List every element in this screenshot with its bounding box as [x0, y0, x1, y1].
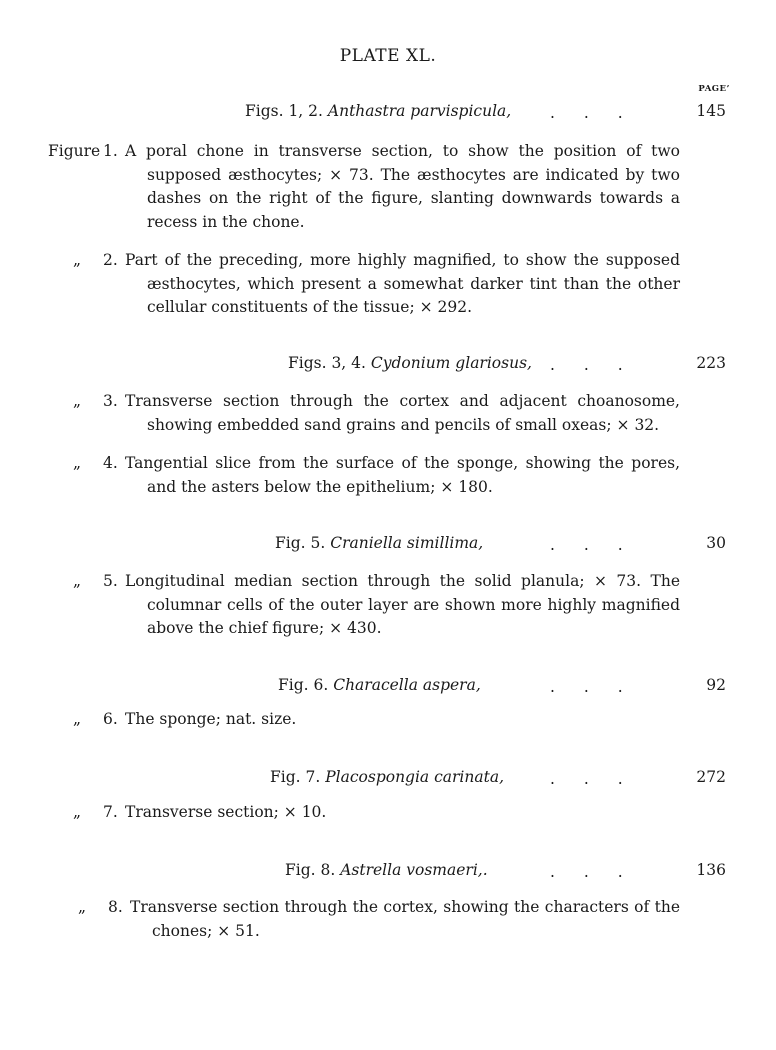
ditto-mark: „: [73, 454, 82, 472]
page-number: 92: [706, 676, 726, 694]
ditto-mark: „: [73, 251, 82, 269]
figure-range: Fig. 6.: [278, 676, 329, 694]
page-number: 136: [696, 861, 726, 879]
species-name: Placospongia carinata,: [325, 768, 505, 786]
page-number: 30: [706, 534, 726, 552]
dot-leader: . . .: [550, 678, 623, 696]
plate-title: PLATE XL.: [339, 46, 437, 66]
entry-description: The sponge; nat. size.: [125, 710, 297, 728]
page-number: 145: [696, 102, 726, 120]
species-name: Astrella vosmaeri,.: [340, 861, 488, 879]
section-heading: [245, 102, 511, 120]
section-heading: [270, 768, 504, 786]
page-number: 223: [696, 354, 726, 372]
ditto-mark: „: [73, 803, 82, 821]
entry-number: 6.: [103, 710, 118, 728]
entry-number: 3.: [103, 392, 118, 410]
species-name: Craniella simillima,: [330, 534, 484, 552]
figure-range: Figs. 3, 4.: [288, 354, 366, 372]
dot-leader: . . .: [550, 356, 623, 374]
section-heading: [288, 354, 532, 372]
entry-number: 7.: [103, 803, 118, 821]
entry-description: Transverse section; × 10.: [125, 803, 327, 821]
page-column-label: PAGE’: [698, 84, 730, 94]
ditto-mark: „: [73, 392, 82, 410]
section-heading: [275, 534, 483, 552]
dot-leader: . . .: [550, 770, 623, 788]
entry-number: 4.: [103, 454, 118, 472]
entry-number: 8.: [108, 898, 123, 916]
ditto-mark: „: [73, 710, 82, 728]
figure-range: Figs. 1, 2.: [245, 102, 323, 120]
dot-leader: . . .: [550, 863, 623, 881]
entry-description: Longitudinal median section through the solid planula; × 73. The columnar cells of the outer layer are shown more highly magnified above the chief figure; × 430.: [125, 572, 680, 637]
entry-number: 5.: [103, 572, 118, 590]
entry-number: 1.: [103, 142, 118, 160]
figure-range: Fig. 8.: [285, 861, 336, 879]
entry-description: Tangential slice from the surface of the sponge, showing the pores, and the asters below the epithelium; × 180.: [125, 454, 680, 496]
figure-range: Fig. 7.: [270, 768, 321, 786]
species-name: Anthastra parvispicula,: [327, 102, 512, 120]
section-heading: [285, 861, 488, 879]
species-name: Cydonium glariosus,: [370, 354, 532, 372]
dot-leader: . . .: [550, 104, 623, 122]
page-number: 272: [696, 768, 726, 786]
entry-description: Transverse section through the cortex and adjacent choanosome, showing embedded sand grains and pencils of small oxeas; × 32.: [125, 392, 680, 434]
species-name: Characella aspera,: [333, 676, 481, 694]
section-heading: [278, 676, 481, 694]
entry-number: 2.: [103, 251, 118, 269]
entry-lead: Figure: [48, 142, 101, 160]
entry-description: A poral chone in transverse section, to show the position of two supposed æsthocytes; × 73. The æsthocytes are indicated by two dashes on the right of the figure, slanting downwards towards a recess in the chone.: [125, 142, 680, 231]
figure-range: Fig. 5.: [275, 534, 326, 552]
dot-leader: . . .: [550, 536, 623, 554]
entry-description: Transverse section through the cortex, showing the characters of the chones; × 51.: [130, 898, 680, 940]
ditto-mark: „: [73, 572, 82, 590]
entry-description: Part of the preceding, more highly magnified, to show the supposed æsthocytes, which present a somewhat darker tint than the other cellular constituents of the tissue; × 292.: [125, 251, 680, 316]
ditto-mark: „: [78, 898, 87, 916]
